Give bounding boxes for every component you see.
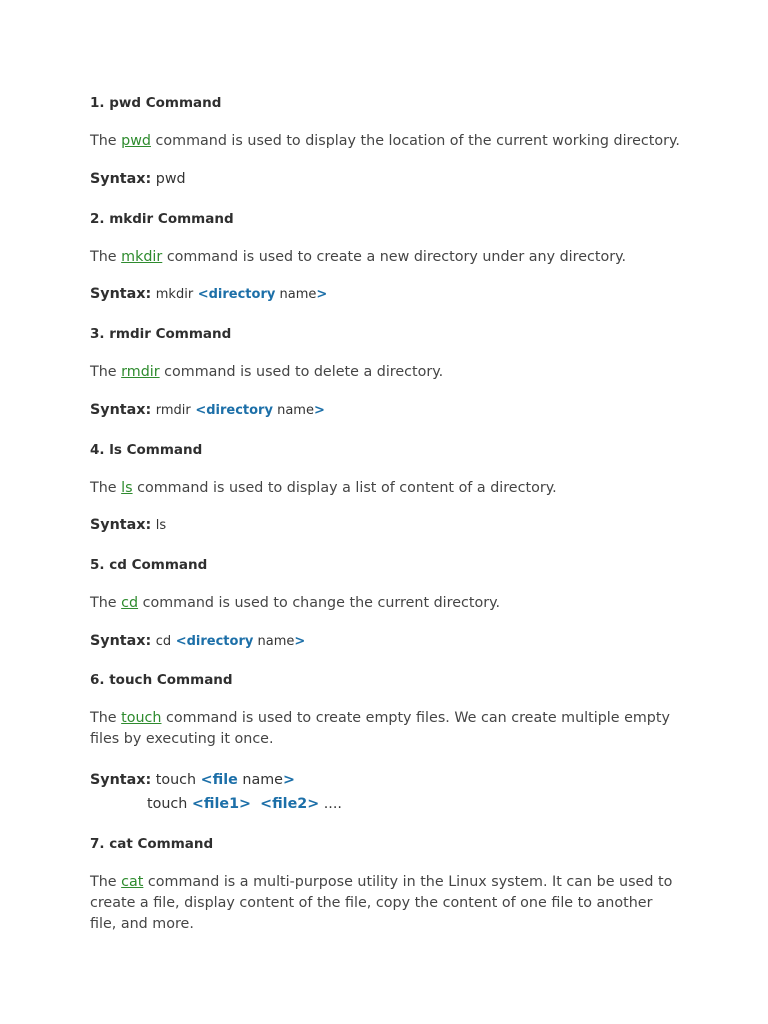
desc-text: The	[90, 874, 122, 890]
syntax-label: Syntax:	[90, 171, 152, 187]
desc-text: command is a multi-purpose utility in the Linux system. It can be used to create a file, display content of the file, copy the content of one file to another file, and more.	[90, 874, 673, 932]
syntax-arg-close: >	[282, 772, 295, 788]
section-heading: 6. touch Command	[90, 672, 233, 688]
syntax-arg-open: <file	[200, 772, 238, 788]
syntax-label: Syntax:	[90, 517, 152, 533]
desc-text: command is used to change the current directory.	[138, 595, 501, 611]
desc-text: command is used to delete a directory.	[159, 364, 444, 380]
syntax-label: Syntax:	[90, 772, 152, 788]
syntax-command: cd	[155, 634, 172, 649]
command-link[interactable]: mkdir	[121, 249, 163, 265]
syntax-label: Syntax:	[90, 633, 152, 649]
command-link[interactable]: pwd	[121, 133, 151, 149]
section-heading: 3. rmdir Command	[90, 326, 232, 342]
desc-text: The	[90, 480, 122, 496]
syntax-command: touch	[155, 772, 197, 788]
section-description	[90, 131, 680, 152]
syntax-line	[90, 402, 690, 418]
syntax-line-multi	[147, 796, 747, 812]
syntax-ellipsis: ....	[323, 796, 342, 812]
desc-text: The	[90, 595, 122, 611]
section-description	[90, 872, 680, 935]
syntax-arg-file2: <file2>	[260, 796, 320, 812]
syntax-command: touch	[147, 796, 188, 812]
section-heading: 7. cat Command	[90, 836, 214, 852]
syntax-arg-name: name	[257, 634, 295, 649]
syntax-line	[90, 772, 690, 788]
syntax-arg-file1: <file1>	[191, 796, 251, 812]
syntax-arg-close: >	[313, 403, 325, 418]
syntax-line	[90, 286, 690, 302]
section-description	[90, 478, 680, 499]
command-link[interactable]: touch	[121, 710, 162, 726]
syntax-command: rmdir	[155, 403, 191, 418]
command-link[interactable]: cd	[121, 595, 139, 611]
desc-text: The	[90, 133, 122, 149]
syntax-arg-open: <directory	[197, 287, 276, 302]
desc-text: The	[90, 249, 122, 265]
section-heading: 2. mkdir Command	[90, 211, 234, 227]
syntax-arg-name: name	[277, 403, 314, 418]
desc-text: The	[90, 710, 122, 726]
syntax-command: ls	[155, 518, 167, 533]
syntax-line	[90, 171, 690, 187]
syntax-label: Syntax:	[90, 402, 152, 418]
syntax-line	[90, 633, 690, 649]
syntax-arg-close: >	[294, 634, 306, 649]
command-link[interactable]: cat	[121, 874, 144, 890]
section-heading: 5. cd Command	[90, 557, 208, 573]
command-link[interactable]: ls	[121, 480, 133, 496]
section-heading: 1. pwd Command	[90, 95, 222, 111]
desc-text: command is used to create a new directory under any directory.	[162, 249, 627, 265]
syntax-arg-name: name	[242, 772, 283, 788]
syntax-arg-open: <directory	[175, 634, 254, 649]
section-description	[90, 708, 680, 750]
syntax-command: pwd	[155, 171, 186, 187]
syntax-line	[90, 517, 690, 533]
desc-text: command is used to display the location of the current working directory.	[150, 133, 680, 149]
syntax-command: mkdir	[155, 287, 194, 302]
desc-text: The	[90, 364, 122, 380]
command-link[interactable]: rmdir	[121, 364, 160, 380]
syntax-arg-close: >	[316, 287, 328, 302]
section-description	[90, 593, 680, 614]
desc-text: command is used to display a list of content of a directory.	[132, 480, 557, 496]
desc-text: command is used to create empty files. We can create multiple empty files by executing it once.	[90, 710, 670, 747]
syntax-arg-open: <directory	[195, 403, 273, 418]
section-description	[90, 247, 680, 268]
syntax-label: Syntax:	[90, 286, 152, 302]
section-description	[90, 362, 680, 383]
section-heading: 4. ls Command	[90, 442, 203, 458]
syntax-arg-name: name	[279, 287, 317, 302]
